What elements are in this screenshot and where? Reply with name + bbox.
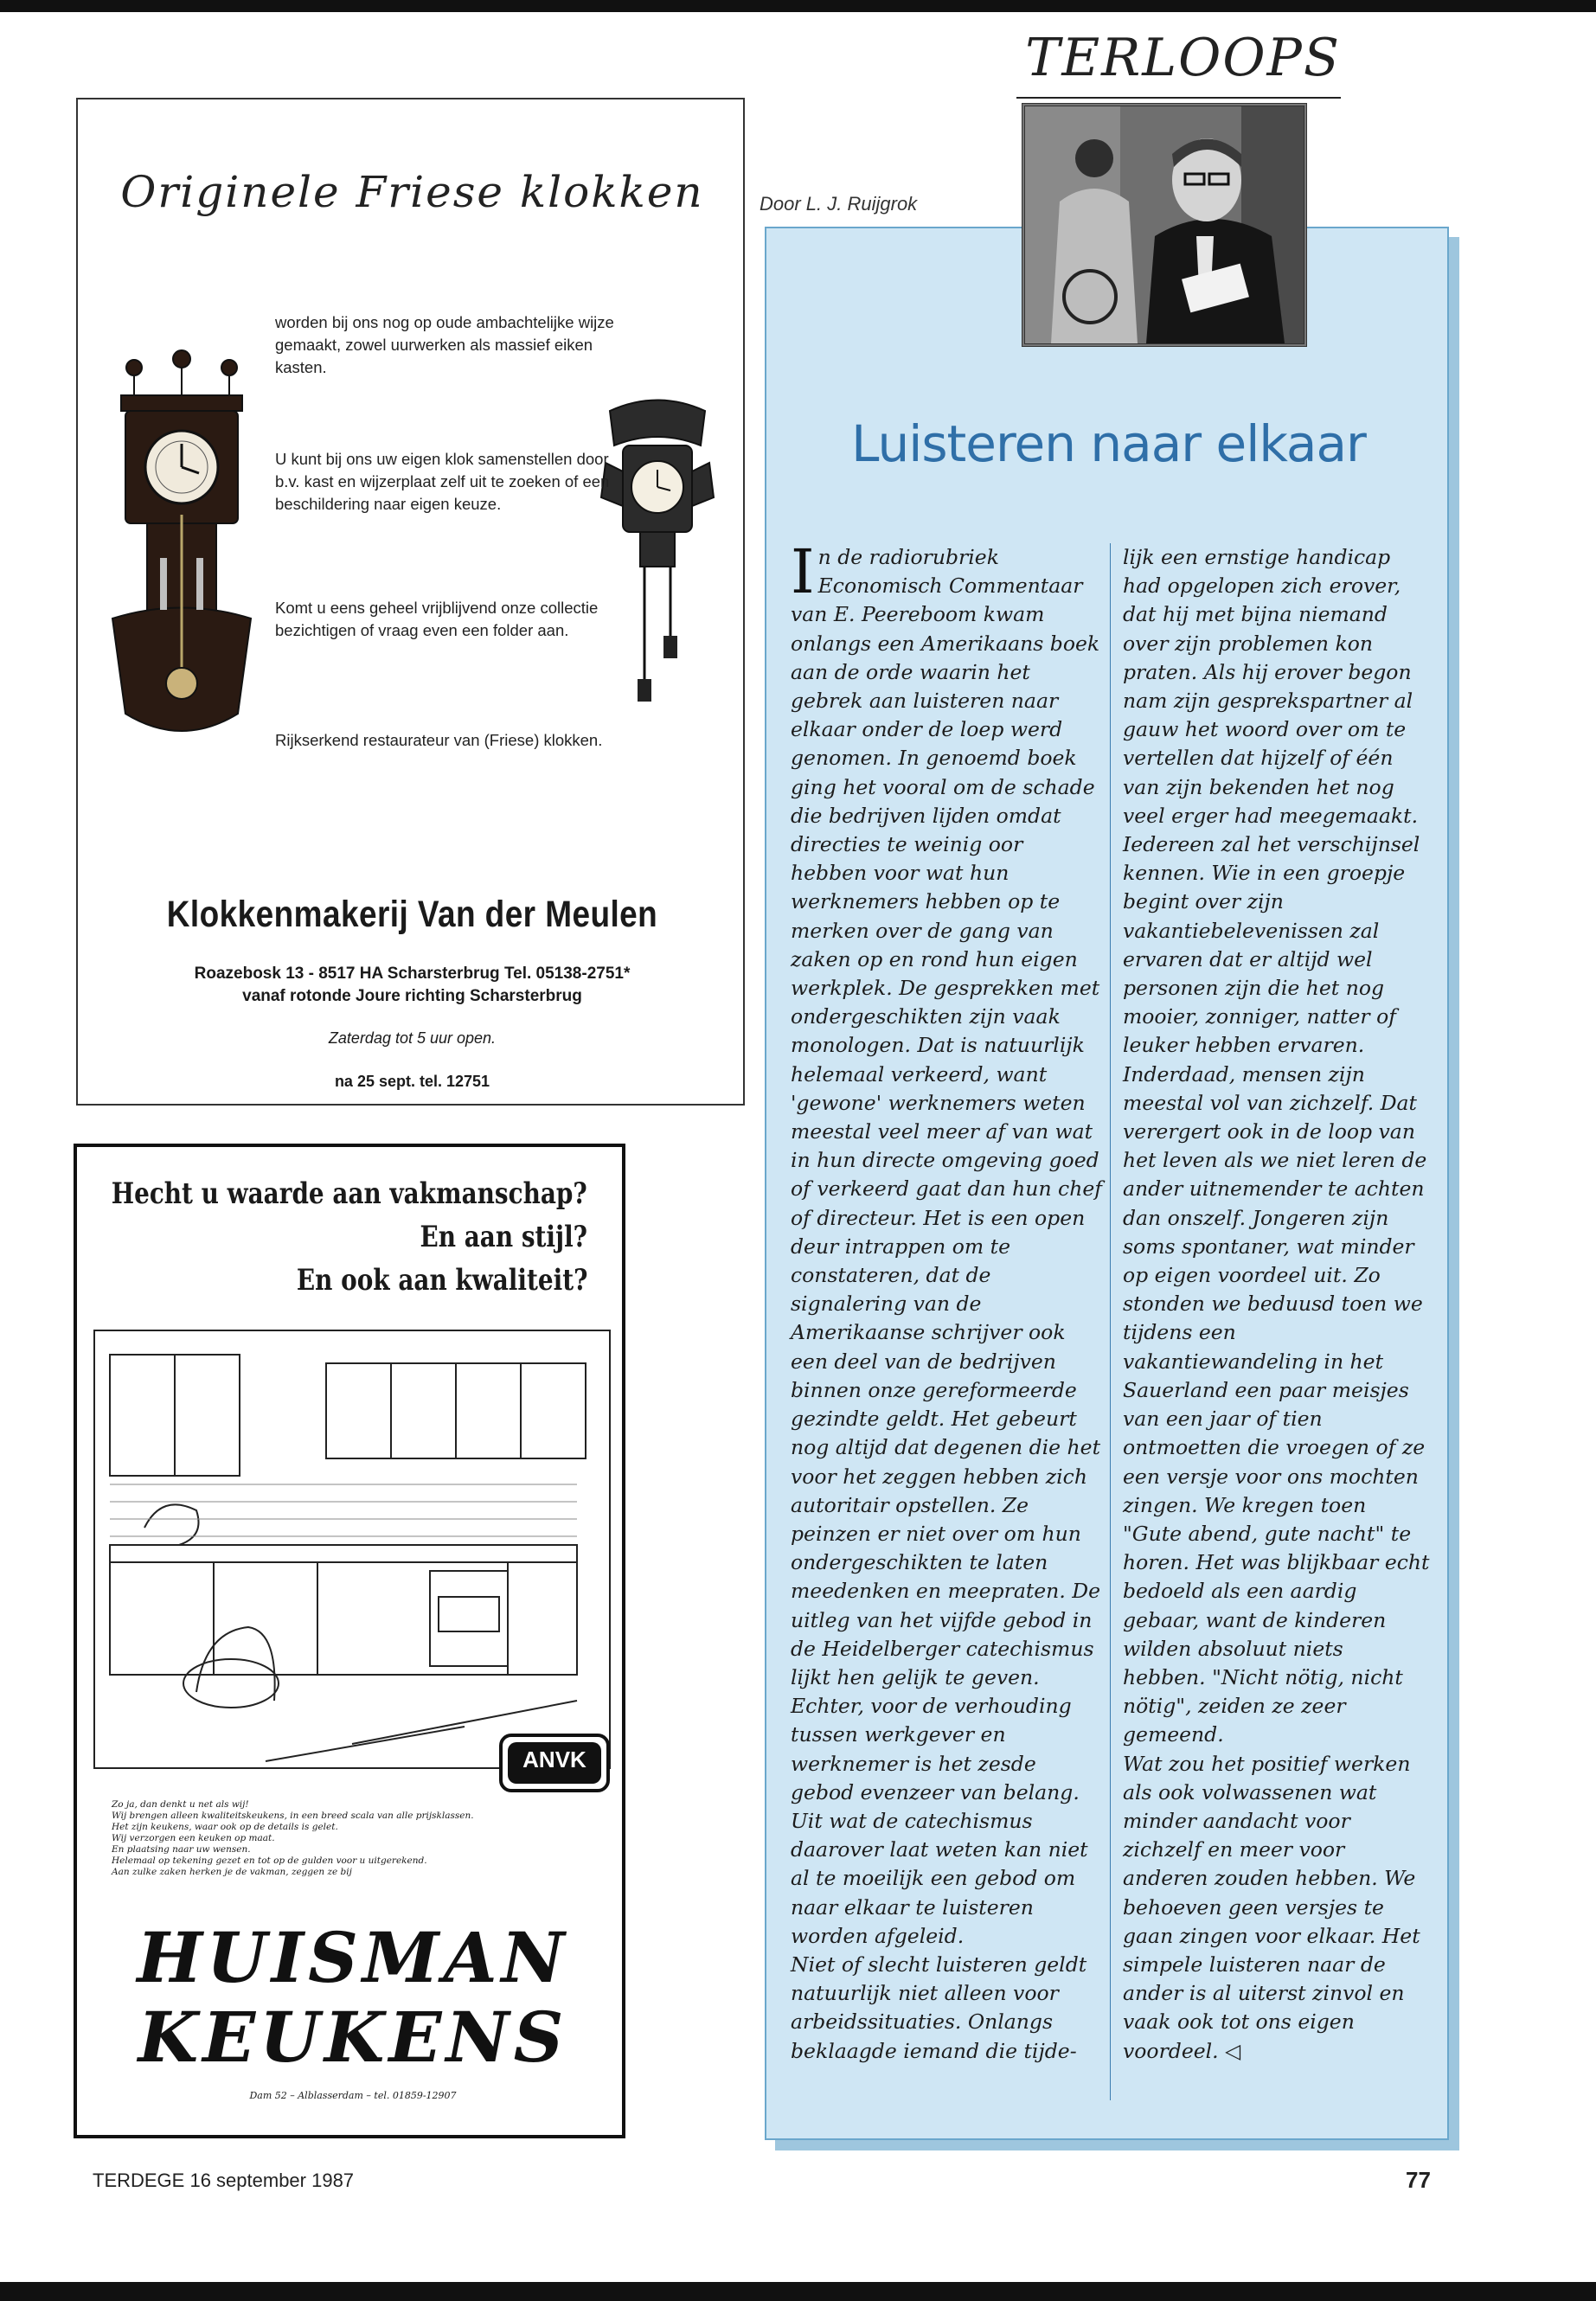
article-column-1 xyxy=(791,536,1102,2066)
kitchen-advertisement xyxy=(74,1144,625,2138)
kitchen-illustration xyxy=(93,1329,612,1770)
kitchen-copy-line: Wij brengen alleen kwaliteitskeukens, in een breed scala van alle prijsklassen. xyxy=(112,1811,474,1821)
author-photo xyxy=(1022,103,1307,347)
staartklok-illustration xyxy=(95,342,268,748)
kitchen-ad-question-1: Hecht u waarde aan vakmanschap? xyxy=(111,1176,587,1211)
article-column-2 xyxy=(1123,543,1430,2066)
brand-name-huisman: HUISMAN xyxy=(137,1917,569,1998)
section-title-rule xyxy=(1016,97,1341,99)
anvk-badge xyxy=(499,1734,610,1792)
clock-shop-address: Roazebosk 13 - 8517 HA Scharsterbrug Tel. 05138-2751* xyxy=(194,965,631,983)
footer-publication: TERDEGE 16 september 1987 xyxy=(93,2170,355,2191)
clock-ad-title: Originele Friese klokken xyxy=(120,167,704,217)
article-paragraph: n de radiorubriek Economisch Commentaar van E. Peereboom kwam onlangs een Amerikaans boek aan de orde waarin het gebrek aan luisteren naar elkaar onder de loep werd genomen. In genoemd boek ging het vooral om de schade die bedrijven lijden omdat directies te weinig oor hebben voor wat hun werknemers hebben op te merken over de gang van zaken op en rond hun eigen werkplek. De gesprekken met ondergeschikten zijn vaak monologen. Dat is natuurlijk helemaal verkeerd, want 'gewone' werknemers weten meestal veel meer af van wat in hun directe omgeving goed of verkeerd gaat dan hun chef of directeur. Het is een open deur intrappen om te constateren, dat de signalering van de Amerikaanse schrijver ook een deel van de bedrijven binnen onze gereformeerde gezindte geldt. Het gebeurt nog altijd dat degenen die het voor het zeggen hebben zich autoritair opstellen. Ze peinzen er niet over om hun ondergeschikten te laten meedenken en meepraten. De uitleg van het vijfde gebod in de Heidelberger catechismus lijkt hen gelijk te geven. Echter, voor de verhouding tussen werkgever en werknemer is het zesde gebod evenzeer van belang. Uit wat de catechismus daarover laat weten kan niet al te moeilijk een gebod om naar elkaar te luisteren worden afgeleid. xyxy=(791,545,1102,1948)
article-dropcap: I xyxy=(791,536,815,607)
clock-shop-new-tel: na 25 sept. tel. 12751 xyxy=(334,1073,490,1090)
article-paragraph: Wat zou het positief werken als ook volwassenen wat minder aandacht voor zichzelf en meer voor anderen zouden hebben. We behoeven geen versjes te gaan zingen voor elkaar. Het simpele luisteren naar de ander is al uiterst zinvol en vaak ook tot ons eigen voordeel. ◁ xyxy=(1123,1751,1420,2063)
article-headline: Luisteren naar elkaar xyxy=(851,414,1366,473)
clock-ad-paragraph-2: U kunt bij ons uw eigen klok samenstellen door b.v. kast en wijzerplaat zelf uit te zoeken of een beschildering naar eigen keuze. xyxy=(275,450,610,513)
article-paragraph: Niet of slecht luisteren geldt natuurlijk niet alleen voor arbeidssituaties. Onlangs beklaagde iemand die tijde- xyxy=(791,1952,1087,2063)
kitchen-ad-question-3: En ook aan kwaliteit? xyxy=(296,1263,587,1298)
kitchen-ad-question-2: En aan stijl? xyxy=(420,1220,587,1254)
clock-ad-paragraph-4: Rijkserkend restaurateur van (Friese) klokken. xyxy=(275,731,603,749)
clock-ad-paragraph-1: worden bij ons nog op oude ambachtelijke wijze gemaakt, zowel uurwerken als massief eiken kasten. xyxy=(275,313,614,376)
brand-name-keukens: KEUKENS xyxy=(138,1997,568,2078)
brand-address: Dam 52 – Alblasserdam – tel. 01859-12907 xyxy=(249,2090,457,2101)
kitchen-copy-line: Helemaal op tekening gezet en tot op de gulden voor u uitgerekend. xyxy=(112,1856,427,1866)
byline: Door L. J. Ruijgrok xyxy=(760,193,918,215)
clock-shop-name: Klokkenmakerij Van der Meulen xyxy=(166,894,658,935)
kitchen-copy-line: Wij verzorgen een keuken op maat. xyxy=(112,1833,275,1843)
page-bottom-border xyxy=(0,2282,1596,2301)
kitchen-copy-line: En plaatsing naar uw wensen. xyxy=(112,1844,251,1855)
clock-advertisement xyxy=(76,98,745,1106)
anvk-badge-text: ANVK xyxy=(508,1742,601,1784)
section-title: TERLOOPS xyxy=(1025,28,1341,88)
clock-shop-directions: vanaf rotonde Joure richting Scharsterbrug xyxy=(242,987,582,1005)
clock-shop-hours: Zaterdag tot 5 uur open. xyxy=(328,1029,497,1047)
kitchen-copy-line: Het zijn keukens, waar ook op de details is gelet. xyxy=(112,1822,338,1832)
kitchen-copy-line: Zo ja, dan denkt u net als wij! xyxy=(112,1799,249,1810)
kitchen-ad-copy xyxy=(112,1799,596,1878)
kitchen-copy-line: Aan zulke zaken herken je de vakman, zeggen ze bij xyxy=(112,1867,352,1877)
article-paragraph: Iedereen zal het verschijnsel kennen. Wie in een groepje begint over zijn vakantiebelevenissen zal ervaren dat er altijd wel personen zijn die het nog mooier, zonniger, natter of leuker hebben ervaren. Inderdaad, mensen zijn meestal vol van zichzelf. Dat verergert ook in de loop van het leven als we niet leren de ander uitnemender te achten dan onszelf. Jongeren zijn soms spontaner, wat minder op eigen voordeel uit. Zo stonden we beduusd toen we tijdens een vakantiewandeling in het Sauerland een paar meisjes van een jaar of tien ontmoetten die vroegen of ze een versje voor ons mochten zingen. We kregen toen "Gute abend, gute nacht" te horen. Het was blijkbaar echt bedoeld als een aardig gebaar, want de kinderen wilden absoluut niets hebben. "Nicht nötig, nicht nötig", zeiden ze zeer gemeend. xyxy=(1123,832,1430,1747)
article-paragraph: lijk een ernstige handicap had opgelopen zich erover, dat hij met bijna niemand over zijn problemen kon praten. Als hij erover begon nam zijn gesprekspartner al gauw het woord over om te vertellen dat hijzelf of één van zijn bekenden het nog veel erger had meegemaakt. xyxy=(1123,545,1419,828)
page-top-border xyxy=(0,0,1596,12)
article-box xyxy=(765,227,1449,2140)
footer-page-number: 77 xyxy=(1406,2167,1431,2193)
stoelklok-illustration xyxy=(593,394,722,705)
author-photo-image xyxy=(1025,106,1304,343)
column-divider xyxy=(1110,543,1111,2100)
clock-ad-paragraph-3: Komt u eens geheel vrijblijvend onze collectie bezichtigen of vraag even een folder aan. xyxy=(275,599,599,639)
